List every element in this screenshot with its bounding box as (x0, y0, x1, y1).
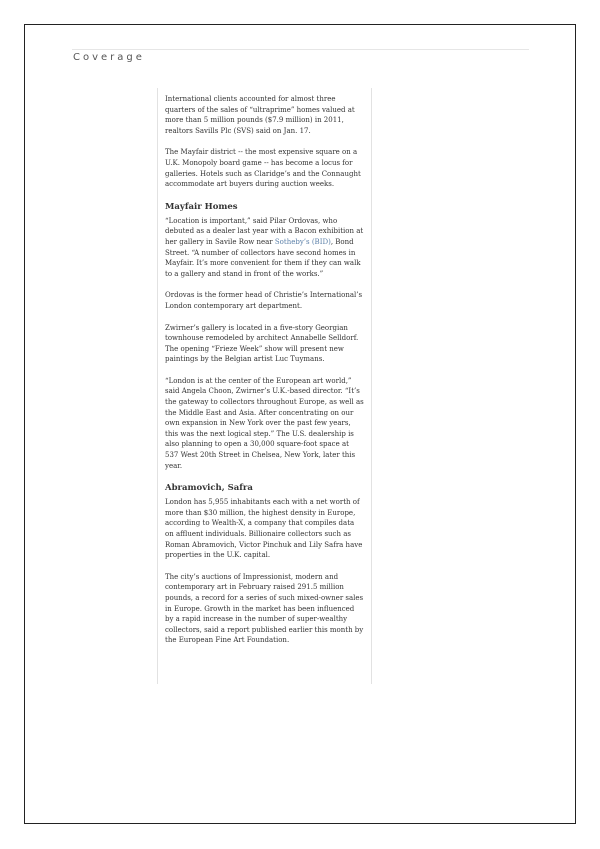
article-paragraph: Ordovas is the former head of Christie’s International’s London contemporary art department. (165, 291, 363, 310)
article-paragraph (165, 216, 364, 280)
article-paragraph: London has 5,955 inhabitants each with a net worth of more than $30 million, the highest density in Europe, according to Wealth-X, a company that compiles data on affluent individuals. Billionaire collectors such as Roman Abramovich, Victor Pinchuk and Lily Safra have properties in the U.K. capital. (165, 498, 363, 560)
article-paragraph: The city’s auctions of Impressionist, modern and contemporary art in February raised 291.5 million pounds, a record for a series of such mixed-owner sales in Europe. Growth in the market has been influenced by a rapid increase in the number of super-wealthy collectors, said a report published earlier this month by the European Fine Art Foundation. (165, 572, 364, 645)
article-paragraph: Zwirner’s gallery is located in a five-story Georgian townhouse remodeled by architect Annabelle Selldorf. The opening “Frieze Week” show will present new paintings by the Belgian artist Luc Tuymans. (165, 323, 359, 364)
section-heading: Abramovich, Safra (165, 483, 253, 494)
paragraph-text: , Bond Street. “A number of collectors have second homes in Mayfair. It’s more convenient for them if they can walk to a gallery and stand in front of the works.” (165, 237, 361, 278)
article-column (157, 88, 372, 684)
page-title: Coverage (73, 52, 145, 63)
paragraph-text: “Location is important,” said Pilar Ordovas, who debuted as a dealer last year with a Bacon exhibition at her gallery in Savile Row near (165, 216, 364, 246)
article-paragraph: The Mayfair district -- the most expensive square on a U.K. Monopoly board game -- has become a locus for galleries. Hotels such as Claridge’s and the Connaught accommodate art buyers during auction weeks. (165, 148, 361, 189)
section-heading: Mayfair Homes (165, 201, 238, 212)
sothebys-link[interactable]: Sotheby’s (BID) (274, 237, 331, 246)
article-paragraph: “London is at the center of the European art world,” said Angela Choon, Zwirner’s U.K.-based director. “It’s the gateway to collectors throughout Europe, as well as the Middle East and Asia. After concentrating on our own expansion in New York over the past few years, this was the next logical step.” The U.S. dealership is also planning to open a 30,000 square-foot space at 537 West 20th Street in Chelsea, New York, later this year. (165, 376, 364, 470)
article-paragraph: International clients accounted for almost three quarters of the sales of “ultraprime” homes valued at more than 5 million pounds ($7.9 million) in 2011, realtors Savills Plc (SVS) said on Jan. 17. (165, 95, 355, 135)
header-divider (72, 49, 529, 50)
